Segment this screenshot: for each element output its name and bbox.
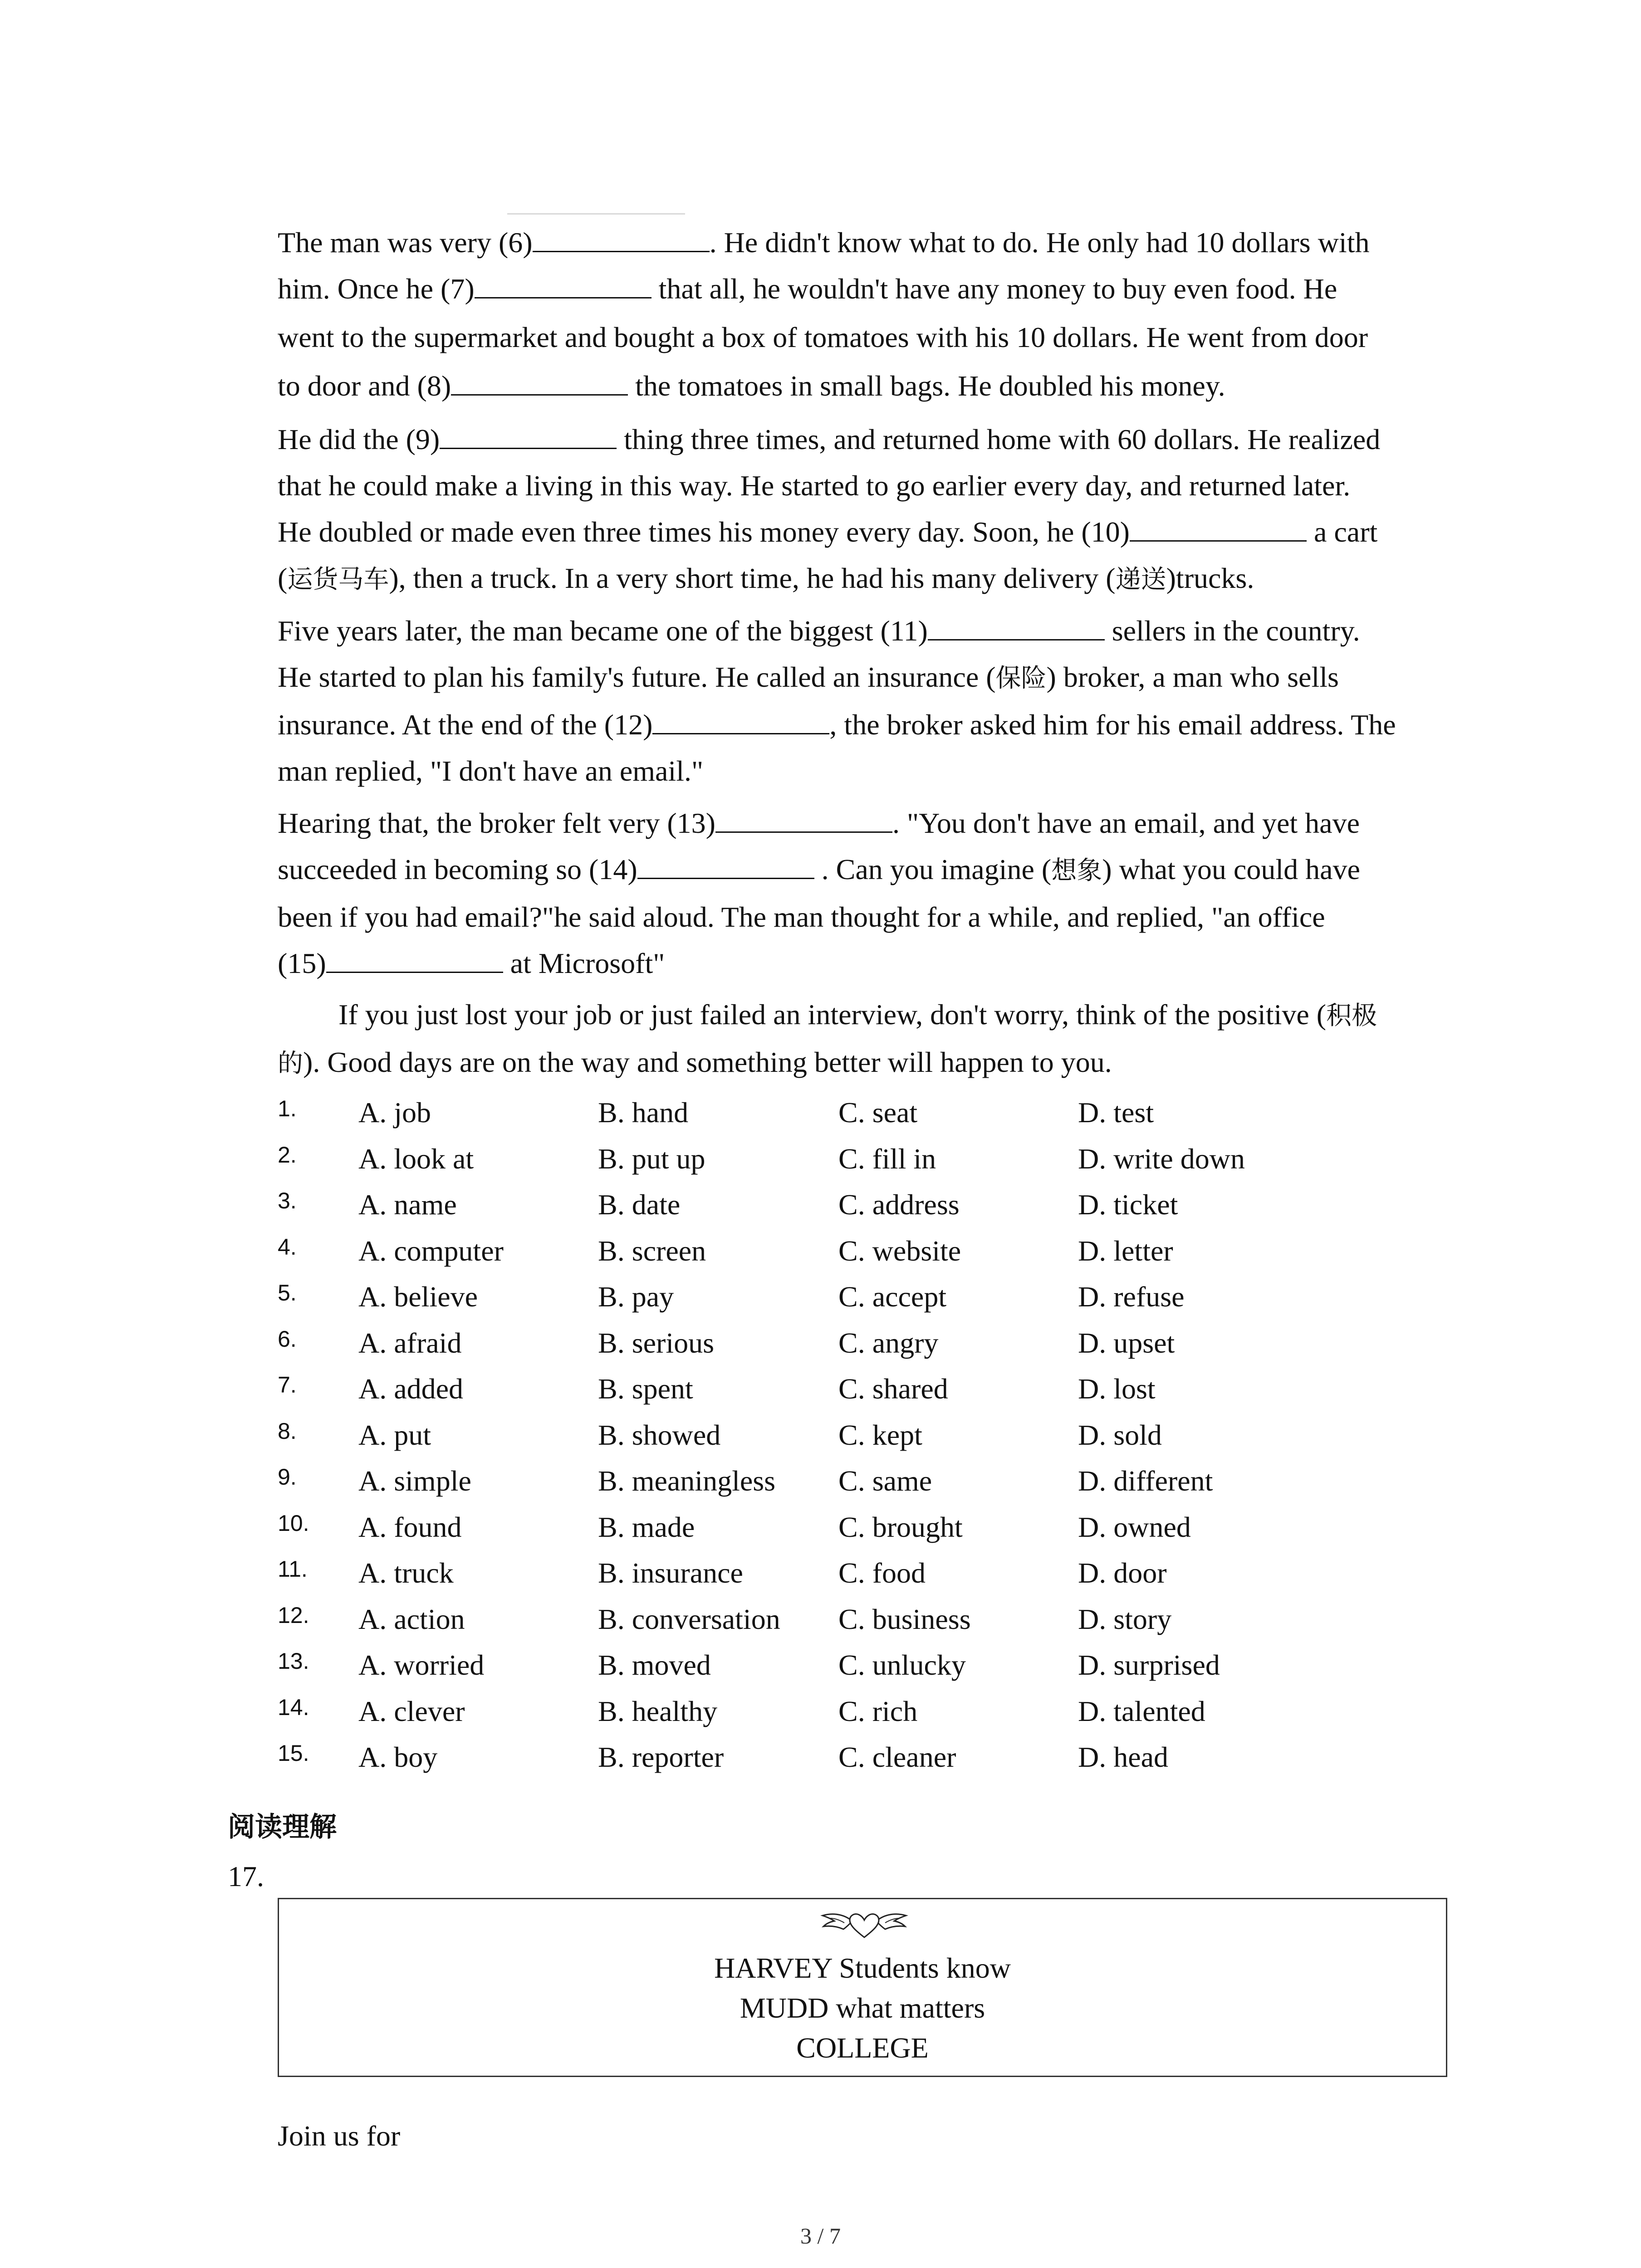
blank-13 bbox=[715, 806, 892, 833]
option-a: A. found bbox=[358, 1510, 462, 1543]
question-number: 10. bbox=[278, 1510, 309, 1536]
passage-paragraph-5 bbox=[278, 992, 1466, 1087]
option-row bbox=[278, 1136, 1466, 1182]
question-number: 9. bbox=[278, 1464, 297, 1490]
option-d: D. owned bbox=[1078, 1510, 1191, 1543]
option-d: D. test bbox=[1078, 1096, 1154, 1129]
option-c: C. shared bbox=[838, 1373, 948, 1405]
option-c: C. seat bbox=[838, 1096, 918, 1129]
question-number: 3. bbox=[278, 1188, 297, 1213]
passage-line: Five years later, the man became one of the biggest (11) sellers in the country. bbox=[278, 615, 1360, 647]
passage-line: Hearing that, the broker felt very (13) . "You don't have an email, and yet have bbox=[278, 807, 1360, 839]
option-a: A. boy bbox=[358, 1741, 438, 1773]
passage-line: insurance. At the end of the (12) , the broker asked him for his email address. The bbox=[278, 709, 1396, 741]
option-d: D. refuse bbox=[1078, 1281, 1185, 1313]
option-row bbox=[278, 1366, 1466, 1412]
option-a: A. afraid bbox=[358, 1326, 462, 1359]
ad-line-1: HARVEY Students know bbox=[714, 1952, 1011, 1984]
option-b: B. made bbox=[598, 1510, 695, 1543]
option-d: D. door bbox=[1078, 1557, 1167, 1589]
option-c: C. fill in bbox=[838, 1142, 936, 1175]
passage-line: man replied, "I don't have an email." bbox=[278, 755, 704, 787]
option-row bbox=[278, 1228, 1466, 1274]
option-b: B. showed bbox=[598, 1418, 721, 1451]
option-d: D. talented bbox=[1078, 1695, 1205, 1727]
option-c: C. address bbox=[838, 1188, 960, 1221]
option-b: B. reporter bbox=[598, 1741, 724, 1773]
option-row bbox=[278, 1596, 1466, 1642]
option-b: B. moved bbox=[598, 1649, 711, 1681]
ad-line-3: COLLEGE bbox=[796, 2032, 929, 2064]
ad-line-2: MUDD what matters bbox=[740, 1992, 985, 2024]
passage-line: succeeded in becoming so (14) . Can you imagine (想象) what you could have bbox=[278, 853, 1360, 885]
option-row bbox=[278, 1458, 1466, 1504]
page-number: 3 / 7 bbox=[800, 2223, 841, 2248]
join-text: Join us for bbox=[278, 2120, 401, 2152]
option-row bbox=[278, 1642, 1466, 1688]
option-d: D. surprised bbox=[1078, 1649, 1220, 1681]
option-b: B. insurance bbox=[598, 1557, 743, 1589]
question-number: 14. bbox=[278, 1694, 309, 1720]
passage-paragraph-2 bbox=[278, 416, 1466, 603]
question-number: 11. bbox=[278, 1556, 308, 1582]
option-b: B. screen bbox=[598, 1234, 706, 1267]
option-row bbox=[278, 1734, 1466, 1780]
option-a: A. clever bbox=[358, 1695, 465, 1727]
option-d: D. lost bbox=[1078, 1373, 1156, 1405]
passage-line: 的). Good days are on the way and something better will happen to you. bbox=[278, 1046, 1112, 1078]
passage-line: He doubled or made even three times his money every day. Soon, he (10) a cart bbox=[278, 516, 1378, 548]
passage-line: (15) at Microsoft" bbox=[278, 947, 665, 979]
question-number: 4. bbox=[278, 1234, 297, 1260]
options-list bbox=[278, 1090, 1466, 1780]
passage-paragraph-4 bbox=[278, 800, 1466, 987]
option-c: C. brought bbox=[838, 1510, 963, 1543]
option-a: A. believe bbox=[358, 1281, 478, 1313]
option-a: A. name bbox=[358, 1188, 457, 1221]
option-d: D. different bbox=[1078, 1465, 1213, 1497]
passage-line: (运货马车), then a truck. In a very short time, he had his many delivery (递送)trucks. bbox=[278, 562, 1254, 594]
option-b: B. hand bbox=[598, 1096, 689, 1129]
option-d: D. upset bbox=[1078, 1326, 1175, 1359]
option-a: A. added bbox=[358, 1373, 464, 1405]
question-number: 2. bbox=[278, 1142, 297, 1168]
question-number: 1. bbox=[278, 1096, 297, 1121]
passage-line: that he could make a living in this way. He started to go earlier every day, and returned later. bbox=[278, 469, 1351, 502]
blank-14 bbox=[637, 852, 814, 879]
passage-paragraph-1 bbox=[278, 220, 1466, 409]
option-d: D. letter bbox=[1078, 1234, 1173, 1267]
blank-6 bbox=[533, 225, 710, 252]
option-a: A. look at bbox=[358, 1142, 474, 1175]
option-b: B. spent bbox=[598, 1373, 693, 1405]
option-c: C. business bbox=[838, 1603, 971, 1635]
option-b: B. pay bbox=[598, 1281, 674, 1313]
option-row bbox=[278, 1274, 1466, 1320]
question-number: 12. bbox=[278, 1602, 309, 1628]
option-c: C. same bbox=[838, 1465, 932, 1497]
section-title: 阅读理解 bbox=[228, 1811, 337, 1843]
option-d: D. sold bbox=[1078, 1418, 1162, 1451]
option-row bbox=[278, 1182, 1466, 1228]
option-b: B. put up bbox=[598, 1142, 705, 1175]
question-number: 15. bbox=[278, 1740, 309, 1766]
option-b: B. date bbox=[598, 1188, 681, 1221]
option-row bbox=[278, 1412, 1466, 1458]
option-row bbox=[278, 1504, 1466, 1550]
option-a: A. simple bbox=[358, 1465, 471, 1497]
winged-heart-logo-icon bbox=[820, 1909, 909, 1941]
question-number: 5. bbox=[278, 1280, 297, 1305]
option-c: C. angry bbox=[838, 1326, 939, 1359]
option-c: C. rich bbox=[838, 1695, 918, 1727]
option-c: C. food bbox=[838, 1557, 926, 1589]
option-b: B. serious bbox=[598, 1326, 714, 1359]
question-number: 6. bbox=[278, 1326, 297, 1352]
question-number: 8. bbox=[278, 1418, 297, 1444]
blank-8 bbox=[451, 369, 628, 396]
header-rule bbox=[507, 213, 685, 215]
option-a: A. action bbox=[358, 1603, 465, 1635]
question-number-17: 17. bbox=[228, 1860, 264, 1892]
option-b: B. healthy bbox=[598, 1695, 718, 1727]
option-b: B. conversation bbox=[598, 1603, 780, 1635]
passage-paragraph-3 bbox=[278, 608, 1466, 794]
passage-line: to door and (8) the tomatoes in small bags. He doubled his money. bbox=[278, 370, 1225, 402]
option-c: C. unlucky bbox=[838, 1649, 966, 1681]
passage-line: went to the supermarket and bought a box of tomatoes with his 10 dollars. He went from door bbox=[278, 321, 1368, 353]
option-row bbox=[278, 1090, 1466, 1136]
option-a: A. job bbox=[358, 1096, 431, 1129]
passage-line: The man was very (6) . He didn't know what to do. He only had 10 dollars with bbox=[278, 226, 1370, 259]
option-a: A. worried bbox=[358, 1649, 485, 1681]
option-b: B. meaningless bbox=[598, 1465, 776, 1497]
blank-9 bbox=[440, 422, 617, 449]
option-row bbox=[278, 1688, 1466, 1735]
option-a: A. truck bbox=[358, 1557, 454, 1589]
question-number: 13. bbox=[278, 1648, 309, 1674]
option-a: A. put bbox=[358, 1418, 431, 1451]
question-number: 7. bbox=[278, 1372, 297, 1398]
blank-10 bbox=[1130, 515, 1307, 542]
option-row bbox=[278, 1550, 1466, 1596]
option-d: D. head bbox=[1078, 1741, 1169, 1773]
option-c: C. cleaner bbox=[838, 1741, 956, 1773]
passage-line: him. Once he (7) that all, he wouldn't have any money to buy even food. He bbox=[278, 273, 1337, 305]
blank-7 bbox=[475, 272, 652, 298]
option-d: D. write down bbox=[1078, 1142, 1245, 1175]
option-row bbox=[278, 1320, 1466, 1366]
option-d: D. ticket bbox=[1078, 1188, 1178, 1221]
blank-11 bbox=[928, 614, 1105, 640]
blank-15 bbox=[326, 946, 503, 973]
blank-12 bbox=[652, 708, 829, 734]
option-d: D. story bbox=[1078, 1603, 1172, 1635]
option-c: C. website bbox=[838, 1234, 961, 1267]
passage-line: He started to plan his family's future. He called an insurance (保险) broker, a man who sells bbox=[278, 661, 1339, 693]
advertisement-box bbox=[278, 1898, 1447, 2077]
passage-line: been if you had email?"he said aloud. The man thought for a while, and replied, "an office bbox=[278, 901, 1325, 933]
option-c: C. kept bbox=[838, 1418, 922, 1451]
option-c: C. accept bbox=[838, 1281, 947, 1313]
passage-line: If you just lost your job or just failed an interview, don't worry, think of the positive (积极 bbox=[338, 998, 1377, 1031]
option-a: A. computer bbox=[358, 1234, 504, 1267]
passage-line: He did the (9) thing three times, and returned home with 60 dollars. He realized bbox=[278, 423, 1381, 455]
